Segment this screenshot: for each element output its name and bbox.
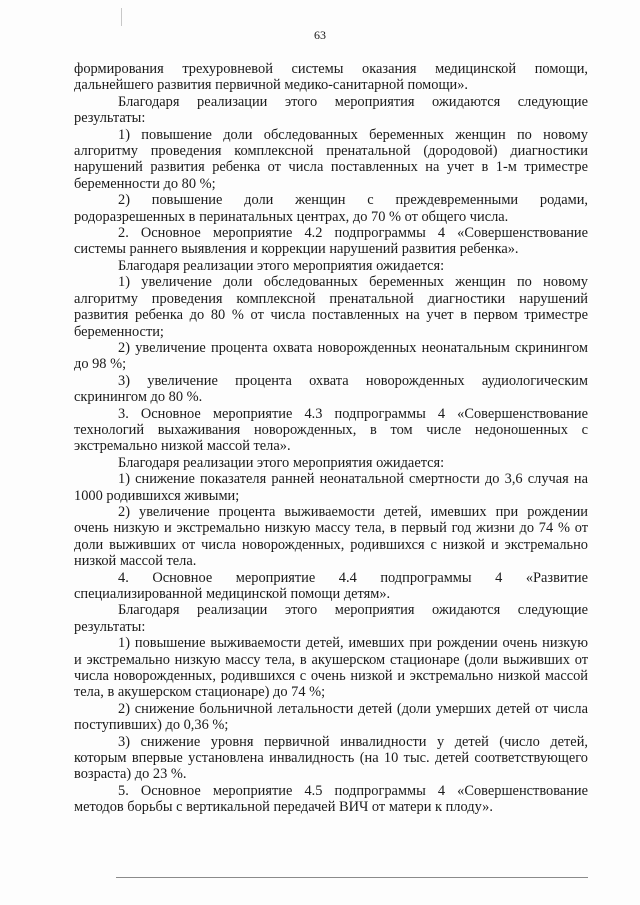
bottom-divider xyxy=(116,877,588,878)
paragraph: формирования трехуровневой системы оказания медицинской помощи, дальнейшего развития первичной медико-санитарной помощи». xyxy=(74,61,588,94)
paragraph: 1) повышение выживаемости детей, имевших при рождении очень низкую и экстремально низкую массу тела, в акушерском стационаре (доли выживших от числа новорожденных, родившихся с очень низкой и экстремально низкой массой тела, в акушерском стационаре) до 74 %; xyxy=(74,635,588,701)
paragraph: Благодаря реализации этого мероприятия ожидаются следующие результаты: xyxy=(74,602,588,635)
body-text xyxy=(74,61,588,816)
paragraph: 3) увеличение процента охвата новорожденных аудиологическим скринингом до 80 %. xyxy=(74,372,588,406)
paragraph: Благодаря реализации этого мероприятия ожидается: xyxy=(118,257,445,274)
paragraph: 5. Основное мероприятие 4.5 подпрограммы 4 «Совершенствование методов борьбы с вертикальной передачей ВИЧ от матери к плоду». xyxy=(74,782,588,816)
paragraph: 3. Основное мероприятие 4.3 подпрограммы 4 «Совершенствование технологий выхаживания новорожденных, в том числе недоношенных с экстремально низкой массой тела». xyxy=(74,405,588,455)
paragraph: 1) повышение доли обследованных беременных женщин по новому алгоритму проведения комплексной пренатальной (дородовой) диагностики нарушений развития ребенка от числа поставленных на учет в 1-м триместре беременности до 80 %; xyxy=(74,126,588,192)
paragraph: 2. Основное мероприятие 4.2 подпрограммы 4 «Совершенствование системы раннего выявления и коррекции нарушений развития ребенка». xyxy=(74,225,588,258)
paragraph: 2) увеличение процента выживаемости детей, имевших при рождении очень низкую и экстремально низкую массу тела, в первый год жизни до 74 % от доли выживших от числа новорожденных, родившихся с низкой и экстремально низкой массой тела. xyxy=(74,503,588,570)
paragraph: 2) повышение доли женщин с преждевременными родами, родоразрешенных в перинатальных центрах, до 70 % от общего числа. xyxy=(74,192,588,225)
page-number: 63 xyxy=(314,28,326,42)
paragraph: 3) снижение уровня первичной инвалидности у детей (число детей, которым впервые установлена инвалидность (на 10 тыс. детей соответствующего возраста) до 23 %. xyxy=(74,733,588,783)
paragraph: 1) увеличение доли обследованных беременных женщин по новому алгоритму проведения комплексной пренатальной диагностики нарушений развития ребенка до 80 % от числа поставленных на учет в первом триместре беременности; xyxy=(74,274,588,340)
paragraph: 2) снижение больничной летальности детей (доли умерших детей от числа поступивших) до 0,36 %; xyxy=(74,700,588,734)
paragraph: Благодаря реализации этого мероприятия ожидается: xyxy=(118,454,445,471)
paragraph: 1) снижение показателя ранней неонатальной смертности до 3,6 случая на 1000 родившихся живыми; xyxy=(74,471,588,504)
paragraph: Благодаря реализации этого мероприятия ожидаются следующие результаты: xyxy=(74,93,588,127)
scan-artifact-line xyxy=(121,8,122,26)
paragraph: 2) увеличение процента охвата новорожденных неонатальным скринингом до 98 %; xyxy=(74,339,588,373)
paragraph: 4. Основное мероприятие 4.4 подпрограммы 4 «Развитие специализированной медицинской помощи детям». xyxy=(74,569,588,602)
